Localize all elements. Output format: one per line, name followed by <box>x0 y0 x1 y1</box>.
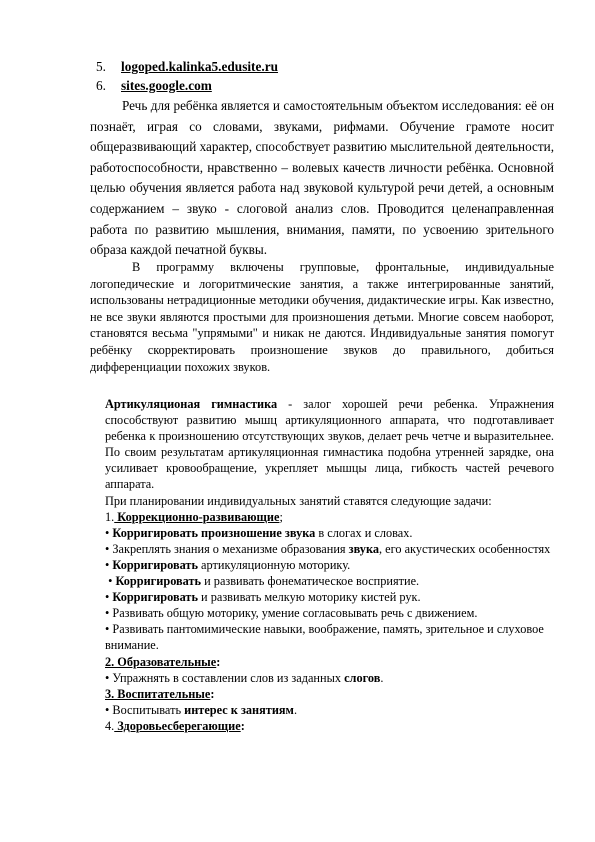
task-text: и развивать мелкую моторику кистей рук. <box>197 590 421 605</box>
section-suffix: : <box>210 686 215 701</box>
task-item <box>105 670 554 686</box>
task-text: • <box>105 557 113 572</box>
task-item <box>105 702 554 718</box>
task-text: • <box>105 590 113 605</box>
task-item <box>105 525 554 541</box>
section-title: 3. Воспитательные <box>105 686 211 701</box>
section-suffix: ; <box>279 509 283 524</box>
section-title: 2. Образовательные <box>105 654 217 669</box>
task-bold: интерес к занятиям <box>184 702 294 717</box>
articulation-paragraph <box>105 396 554 493</box>
program-paragraph: В программу включены групповые, фронтальные, индивидуальные логопедические и логоритмические занятия, а также интегрированные занятий, использованы нетрадиционные методики обучения, дидактические игры. Как известно, не все звуки являются простыми для произношения детьми. Многие совсем наоборот, становятся весьма "упрямыми" и никак не даются. Индивидуальные занятия помогут ребёнку скорректировать произношение звуков до правильного, добиться дифференциации похожих звуков. <box>90 260 554 374</box>
task-item <box>105 573 554 589</box>
task-text: • Упражнять в составлении слов из заданных <box>105 670 345 685</box>
task-text: • Развивать общую моторику, умение согласовывать речь с движением. <box>105 606 478 621</box>
task-text: • Развивать пантомимические навыки, воображение, память, зрительное и слуховое внимание. <box>105 622 544 653</box>
list-number: 5. <box>96 59 106 74</box>
list-number: 6. <box>96 78 106 93</box>
section-title: Здоровьесберегающие <box>114 718 241 733</box>
task-text: . <box>293 702 298 717</box>
task-item <box>105 557 554 573</box>
list-item <box>96 76 278 95</box>
task-text: • Закреплять знания о механизме образования <box>105 541 349 556</box>
task-bold: Корригировать <box>112 590 198 605</box>
task-item <box>105 621 554 653</box>
task-text: . <box>380 670 384 685</box>
task-text: в слогах и словах. <box>315 525 413 540</box>
task-item <box>105 541 554 557</box>
task-item <box>105 589 554 605</box>
task-text: и развивать фонематическое восприятие. <box>201 574 420 589</box>
task-text: • <box>105 574 116 589</box>
planning-line: При планировании индивидуальных занятий ставятся следующие задачи: <box>105 493 492 508</box>
section-title: Коррекционно-развивающие <box>114 509 280 524</box>
intro-paragraph: Речь для ребёнка является и самостоятельным объектом исследования: её он познаёт, играя со словами, звуками, рифмами. Обучение грамоте носит общеразвивающий характер, способствует развитию мыслительной деятельности, работоспособности, нравственно – волевых качеств личности ребёнка. Основной целью обучения является работа над звуковой культурой речи детей, а основным содержанием – звуко - слоговой анализ слов. Проводится целенаправленная работа по развитию мышления, внимания, памяти, по усвоению зрительного образа каждой печатной буквы. <box>90 98 554 258</box>
task-item <box>105 605 554 621</box>
section-heading <box>105 686 554 702</box>
task-bold: Корригировать произношение звука <box>112 525 316 540</box>
source-list <box>96 57 278 95</box>
articulation-title: Артикуляционая гимнастика <box>105 397 278 411</box>
articulation-text: - залог хорошей речи ребенка. Упражнения способствуют развитию мышц артикуляционного аппарата, что подготавливает ребенка к произношению отсутствующих звуков, делает речь четче и выразительнее. По своим результатам артикуляционная гимнастика подобна утренней зарядке, она усиливает кровообращение, укрепляет мышцы лица, гибкость частей речевого аппарата. <box>105 397 554 492</box>
section-heading <box>105 718 554 734</box>
task-text: артикуляционную моторику. <box>197 557 351 572</box>
source-link[interactable]: logoped.kalinka5.edusite.ru <box>121 59 279 74</box>
source-link[interactable]: sites.google.com <box>121 78 212 93</box>
task-text: • Воспитывать <box>105 702 185 717</box>
task-text: • <box>105 525 113 540</box>
task-bold: Корригировать <box>115 574 202 589</box>
tasks-block <box>105 396 554 734</box>
list-item <box>96 57 278 76</box>
task-bold: Корригировать <box>112 557 198 572</box>
section-number: 4. <box>105 718 115 733</box>
task-bold: звука <box>348 541 379 556</box>
section-number: 1. <box>105 509 115 524</box>
section-suffix: : <box>240 718 245 733</box>
section-heading <box>105 509 554 525</box>
task-bold: слогов <box>344 670 381 685</box>
section-suffix: : <box>216 654 221 669</box>
task-text: , его акустических особенностях <box>379 541 551 556</box>
section-heading <box>105 654 554 670</box>
